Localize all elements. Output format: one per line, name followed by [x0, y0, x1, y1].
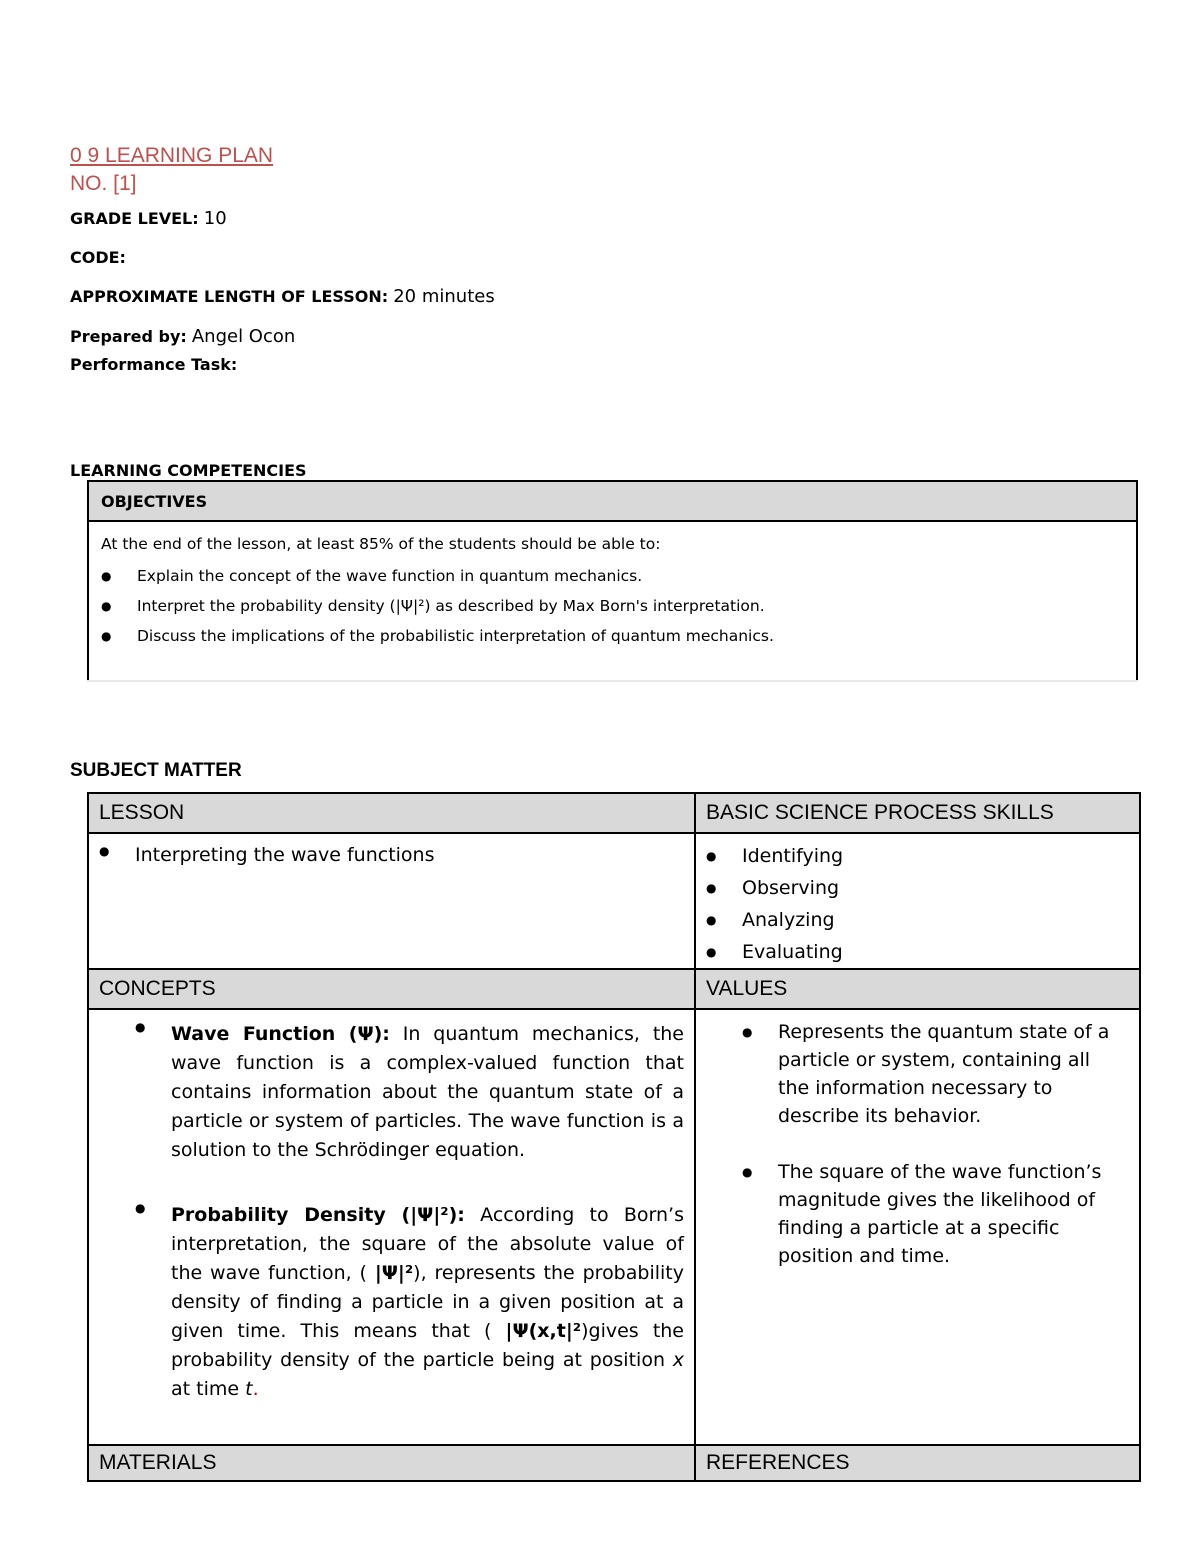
values-cell: [695, 1009, 1140, 1445]
concept-text: at time: [171, 1378, 246, 1400]
skill-item: ● Evaluating: [706, 936, 1129, 968]
objectives-header: OBJECTIVES: [88, 481, 1137, 521]
lesson-list: [99, 844, 684, 866]
objectives-table: [87, 480, 1138, 682]
concept-item-probability-density: [135, 1201, 684, 1404]
code-label: CODE:: [70, 248, 126, 267]
concept-text: ), represents the probability density of finding a particle in a given position at a given time. This means that (: [171, 1262, 684, 1342]
concept-symbol: |Ψ|²: [374, 1262, 414, 1284]
grade-level-field: [70, 208, 227, 229]
references-header: REFERENCES: [695, 1445, 1140, 1481]
objectives-body: [88, 521, 1137, 681]
concepts-list: [135, 1020, 684, 1404]
code-field: [70, 248, 126, 267]
learning-competencies-label: LEARNING COMPETENCIES: [70, 461, 307, 480]
concept-text: )gives the probability density of the particle being at position: [171, 1320, 684, 1371]
skills-cell: [695, 833, 1140, 969]
lesson-item: ● Interpreting the wave functions: [99, 844, 684, 866]
concept-term: Probability Density (|Ψ|²):: [171, 1204, 465, 1226]
skills-list: [706, 840, 1129, 968]
concept-variable: x: [672, 1349, 684, 1371]
skills-header: BASIC SCIENCE PROCESS SKILLS: [695, 793, 1140, 833]
performance-task-label: Performance Task:: [70, 355, 238, 374]
concept-symbol: |Ψ(x,t|²: [505, 1320, 582, 1342]
concept-term: Wave Function (Ψ):: [171, 1023, 390, 1045]
grade-level-value: 10: [203, 208, 227, 229]
materials-header: MATERIALS: [88, 1445, 695, 1481]
objectives-intro: At the end of the lesson, at least 85% of the students should be able to:: [101, 535, 661, 553]
length-value: 20 minutes: [393, 286, 495, 307]
subject-matter-table: [87, 792, 1141, 1482]
concept-variable: t: [245, 1378, 253, 1400]
objective-item: ● Interpret the probability density (|Ψ|²) as described by Max Born's interpretation.: [101, 591, 1124, 621]
skill-item: ● Analyzing: [706, 904, 1129, 936]
values-header: VALUES: [695, 969, 1140, 1009]
value-item: ● Represents the quantum state of a particle or system, containing all the information necessary to describe its behavior.: [742, 1018, 1127, 1130]
concept-item-wave-function: [135, 1020, 684, 1165]
prepared-by-value: Angel Ocon: [191, 326, 296, 347]
length-label: APPROXIMATE LENGTH OF LESSON:: [70, 287, 389, 306]
prepared-by-label: Prepared by:: [70, 327, 187, 346]
values-list: [742, 1018, 1127, 1270]
document-title: 0 9 LEARNING PLAN: [70, 144, 274, 167]
value-item: ● The square of the wave function’s magnitude gives the likelihood of finding a particle at a specific position and time.: [742, 1158, 1127, 1270]
objectives-list: [101, 561, 1124, 651]
subject-matter-label: SUBJECT MATTER: [70, 760, 242, 781]
skill-item: ● Identifying: [706, 840, 1129, 872]
objective-item: ● Discuss the implications of the probabilistic interpretation of quantum mechanics.: [101, 621, 1124, 651]
concept-text: According to Born’s interpretation, the square of the absolute value of the wave function, (: [171, 1204, 684, 1284]
concepts-header: CONCEPTS: [88, 969, 695, 1009]
concept-period: .: [252, 1378, 259, 1400]
lesson-header: LESSON: [88, 793, 695, 833]
prepared-by-field: [70, 326, 295, 347]
concept-text: In quantum mechanics, the wave function is a complex-valued function that contains information about the quantum state of a particle or system of particles. The wave function is a solution to the Schrödinger equation.: [171, 1023, 684, 1161]
grade-level-label: GRADE LEVEL:: [70, 209, 199, 228]
objective-item: ● Explain the concept of the wave function in quantum mechanics.: [101, 561, 1124, 591]
lesson-cell: [88, 833, 695, 969]
document-number: NO. [1]: [70, 172, 137, 195]
concepts-cell: [88, 1009, 695, 1445]
performance-task-field: [70, 355, 237, 374]
skill-item: ● Observing: [706, 872, 1129, 904]
length-field: [70, 286, 495, 307]
